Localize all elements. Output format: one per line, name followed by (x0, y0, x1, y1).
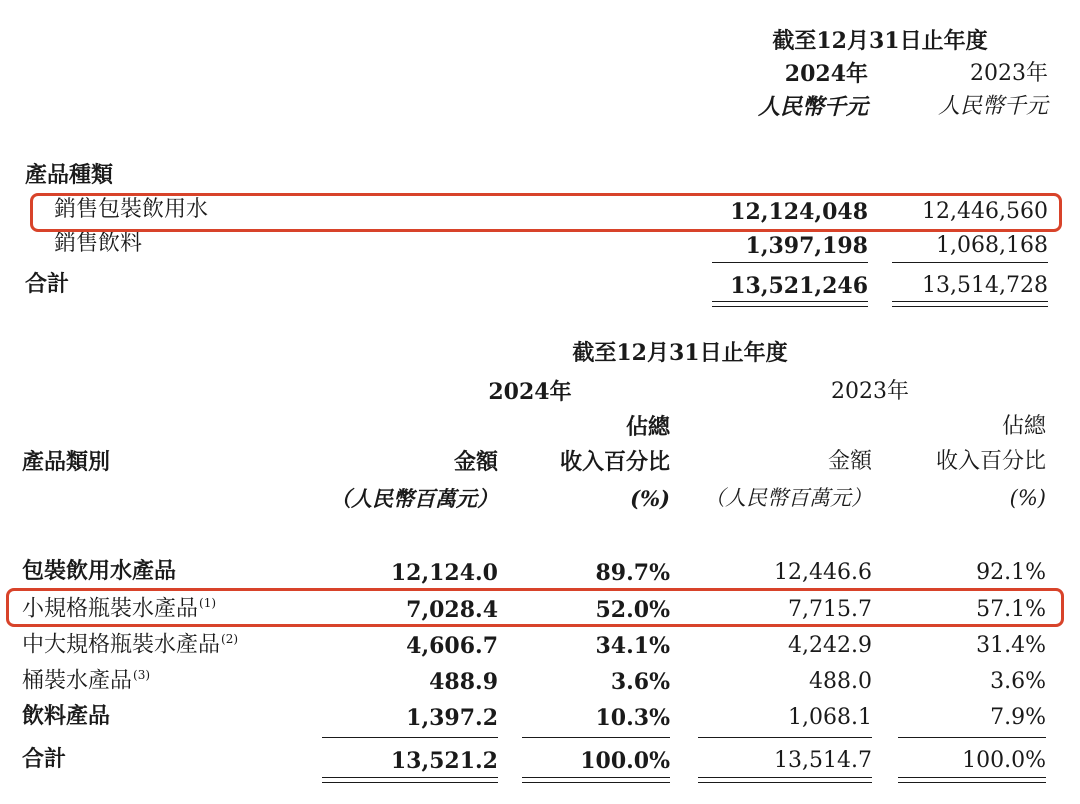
t2-total-double-rule (322, 777, 498, 778)
t1-total-label: 合計 (25, 271, 70, 297)
t2-row-pct-2024: 52.0% (595, 597, 670, 623)
t2-total-double-rule (698, 777, 872, 778)
t2-row-amount-2024: 12,124.0 (390, 560, 498, 586)
t2-total-double-rule (522, 782, 670, 783)
t2-period-header: 截至12月31日止年度 (572, 340, 788, 366)
t1-total-2023: 13,514,728 (922, 273, 1048, 298)
t2-row-pct-2024: 89.7% (595, 560, 670, 586)
t2-row-amount-2024: 7,028.4 (406, 597, 498, 623)
t2-row-footnote: (2) (221, 632, 239, 646)
t2-subtotal-rule (698, 737, 872, 738)
t1-section-label: 產品種類 (25, 162, 114, 188)
t2-col-amount-2024: 金額 (453, 449, 498, 475)
t1-total-double-rule (712, 306, 868, 307)
t2-row-footnote: (1) (199, 596, 217, 610)
t2-total-label: 合計 (22, 746, 67, 772)
t2-row-amount-2023: 488.0 (809, 669, 872, 694)
t2-unit-pct-2024: (%) (630, 486, 670, 511)
t1-total-double-rule (892, 301, 1048, 302)
t2-row-amount-2024: 1,397.2 (406, 705, 498, 731)
t1-highlight-box (30, 193, 1062, 232)
t2-subtotal-rule (898, 737, 1046, 738)
t2-total-amount-2024: 13,521.2 (390, 748, 498, 774)
t1-year-2024: 2024年 (784, 61, 868, 87)
t2-row-label: 飲料產品 (22, 703, 111, 729)
t2-row-pct-2023: 92.1% (976, 560, 1046, 585)
t2-row-footnote: (3) (133, 668, 151, 682)
t2-year-2023: 2023年 (831, 379, 909, 404)
t2-row-pct-2024: 10.3% (595, 705, 670, 731)
t2-total-pct-2023: 100.0% (962, 748, 1046, 773)
t1-row-label: 銷售飲料 (54, 231, 143, 256)
t2-total-double-rule (522, 777, 670, 778)
t1-row-2023: 1,068,168 (936, 233, 1048, 258)
t1-unit-2023: 人民幣千元 (937, 94, 1048, 119)
t2-year-2024: 2024年 (488, 379, 572, 405)
t2-row-amount-2023: 4,242.9 (788, 633, 872, 658)
t2-pct-top-2023: 佔總 (1001, 414, 1046, 439)
t2-row-amount-2023: 1,068.1 (788, 705, 872, 730)
t2-subtotal-rule (322, 737, 498, 738)
t2-total-amount-2023: 13,514.7 (774, 748, 872, 773)
t2-row-amount-2024: 488.9 (429, 669, 498, 695)
t1-unit-2024: 人民幣千元 (757, 94, 868, 120)
t2-pct-top-2024: 佔總 (625, 414, 670, 440)
t2-row-label: 中大規格瓶裝水產品$^{(2)}$ (22, 632, 239, 658)
t2-row-amount-2024: 4,606.7 (406, 633, 498, 659)
t2-unit-amount-2024: （人民幣百萬元） (330, 486, 498, 511)
t2-total-double-rule (898, 777, 1046, 778)
t2-row-pct-2024: 3.6% (610, 669, 670, 695)
t2-col-amount-2023: 金額 (827, 449, 872, 474)
t1-row-label: 銷售包裝飲用水 (54, 197, 209, 222)
t1-row-2024: 12,124,048 (730, 199, 868, 225)
t2-row-pct-2023: 31.4% (976, 633, 1046, 658)
t1-row-2023: 12,446,560 (922, 199, 1048, 224)
t1-year-2023: 2023年 (970, 61, 1048, 86)
t2-col-category: 產品類別 (22, 449, 111, 475)
t2-unit-amount-2023: （人民幣百萬元） (704, 486, 872, 510)
t1-total-2024: 13,521,246 (730, 273, 868, 299)
t2-col-pct-2024: 收入百分比 (559, 449, 670, 475)
t2-row-amount-2023: 12,446.6 (774, 560, 872, 585)
t2-total-double-rule (698, 782, 872, 783)
t1-period-header: 截至12月31日止年度 (772, 28, 988, 54)
t1-row-2024: 1,397,198 (745, 233, 868, 259)
t2-total-pct-2024: 100.0% (580, 748, 670, 774)
t2-row-pct-2023: 7.9% (990, 705, 1046, 730)
t1-subtotal-rule (892, 262, 1048, 263)
t2-subtotal-rule (522, 737, 670, 738)
t1-total-double-rule (712, 301, 868, 302)
t1-total-double-rule (892, 306, 1048, 307)
t2-unit-pct-2023: (%) (1009, 486, 1046, 510)
t2-row-label: 桶裝水產品$^{(3)}$ (22, 668, 151, 694)
t2-row-pct-2023: 3.6% (990, 669, 1046, 694)
t2-total-double-rule (898, 782, 1046, 783)
t2-total-double-rule (322, 782, 498, 783)
t2-row-pct-2024: 34.1% (595, 633, 670, 659)
t2-row-label: 包裝飲用水產品 (22, 558, 177, 584)
t2-col-pct-2023: 收入百分比 (935, 449, 1046, 474)
t1-subtotal-rule (712, 262, 868, 263)
t2-row-amount-2023: 7,715.7 (788, 597, 872, 622)
t2-row-label: 小規格瓶裝水產品$^{(1)}$ (22, 596, 217, 622)
t2-row-pct-2023: 57.1% (976, 597, 1046, 622)
t2-highlight-box (6, 588, 1064, 627)
